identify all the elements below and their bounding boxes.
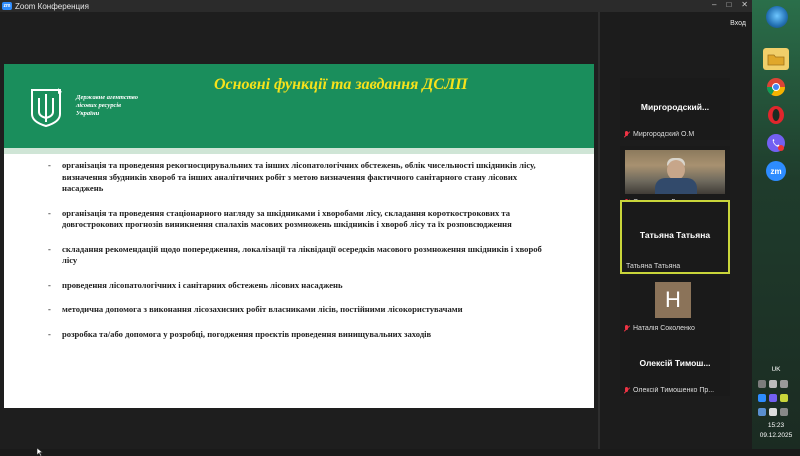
chrome-icon[interactable] [763,76,789,98]
participant-display-name: Миргородский... [640,102,710,112]
tray-volume-icon[interactable] [780,380,788,388]
bullet-dash: - [48,243,51,254]
bullet-item [48,304,558,316]
mic-muted-icon [624,325,630,332]
close-button[interactable]: ✕ [741,0,748,9]
maximize-button[interactable]: □ [726,0,732,9]
bullet-text: складання рекомендацій щодо попередження, локалізації та ліквідації осередків масового розмноження шкідників і хвороб лісу [62,243,542,265]
bullet-item [48,280,558,292]
zoom-icon[interactable] [763,160,789,182]
tray-viber-icon[interactable] [769,394,777,402]
bullet-dash: - [48,328,51,339]
participant-name: Миргородский О.М [633,131,695,138]
agency-line-1: Державне агентство [76,94,138,101]
participant-footer [624,325,728,332]
opera-icon[interactable] [763,104,789,126]
bullet-text: проведення лісопатологічних і санітарних обстежень лісових насаджень [62,279,343,290]
bullet-item [48,208,558,231]
tray-expand-icon[interactable] [758,380,766,388]
agency-name [76,94,138,118]
tray-network-icon[interactable] [769,380,777,388]
viber-icon[interactable] [763,132,789,154]
clock-time[interactable]: 15:23 [767,422,785,429]
participant-avatar: Н [655,282,691,318]
tray-app-icon[interactable] [758,408,766,416]
participant-tile[interactable] [620,276,730,334]
participant-gallery [620,12,732,449]
tray-icons-row [758,380,788,388]
presentation-slide [4,64,594,408]
bullet-text: організація та проведення стаціонарного нагляду за шкідниками і хворобами лісу, складання короткострокових та довгострокових прогнозів виникнення спалахів масових розмножень шкідників і хвороб лісу та їх розповсюдження [62,207,512,229]
slide-header [4,64,594,148]
slide-title: Основні функції та завдання ДСЛП [214,76,468,93]
bullet-dash: - [48,207,51,218]
participant-display-name: Татьяна Татьяна [639,230,711,240]
bullet-text: організація та проведення рекогносцирувальних та інших лісопатологічних обстежень, облік чисельності шкідників лісу, визначення збудників хвороб та інших аналітичних робіт з метою визначення фактичного санітарного стану лісових насаджень [62,160,536,193]
header-underline [4,148,594,154]
participant-name: Татьяна Татьяна [626,263,681,270]
tray-flag-icon[interactable] [769,408,777,416]
tray-app-icon[interactable] [780,408,788,416]
mouse-cursor-icon [37,448,43,456]
participant-tile[interactable] [620,334,730,396]
panel-divider[interactable] [598,12,600,449]
bullet-dash: - [48,160,51,170]
start-button-icon[interactable] [766,6,788,28]
tray-icons-row [758,394,788,402]
participant-display-name: Олексій Тимош... [639,358,711,368]
agency-line-2: лісових ресурсів [76,102,122,109]
participant-footer [624,131,728,138]
bullet-text: розробка та/або допомога у розробці, погодження проєктів проведення винищувальних заходів [62,328,432,339]
mic-muted-icon [624,387,630,394]
slide-bullet-list [48,160,558,353]
minimize-button[interactable]: – [712,0,717,9]
language-indicator[interactable]: UK [771,366,781,373]
tray-app-icon[interactable] [780,394,788,402]
windows-taskbar [752,0,800,449]
participant-video [625,150,725,194]
trident-emblem-icon [28,86,64,128]
participant-tile-active-speaker[interactable] [620,200,730,274]
bullet-item [48,244,558,267]
window-controls [712,0,748,9]
tray-zoom-icon[interactable] [758,394,766,402]
participant-tile[interactable] [620,146,730,208]
bullet-item [48,329,558,341]
participant-name: Олексій Тимошенко Пр... [633,387,715,394]
zoom-title-bar [0,0,752,12]
participant-name: Наталія Соколенко [633,325,695,332]
tray-icons-row [758,408,788,416]
participant-footer [624,387,728,394]
bullet-dash: - [48,304,51,314]
mic-muted-icon [624,131,630,138]
clock-date[interactable]: 09.12.2025 [759,432,793,439]
agency-line-3: України [76,110,100,117]
participant-footer [626,263,726,270]
screen-share-area [0,12,598,449]
bullet-text: методична допомога з виконання лісозахисних робіт власниками лісів, постійними лісокористувачами [62,304,463,314]
exit-button[interactable]: Вход [730,20,746,27]
video-head [667,160,685,180]
bullet-dash: - [48,279,51,290]
participant-tile[interactable] [620,78,730,140]
folder-icon[interactable] [763,48,789,70]
zoom-icon-label: zm [770,167,782,176]
zoom-logo-icon: zm [3,3,11,9]
bullet-item [48,160,558,195]
window-title: Zoom Конференция [15,1,89,11]
meeting-window [0,12,752,449]
video-body [655,178,697,194]
